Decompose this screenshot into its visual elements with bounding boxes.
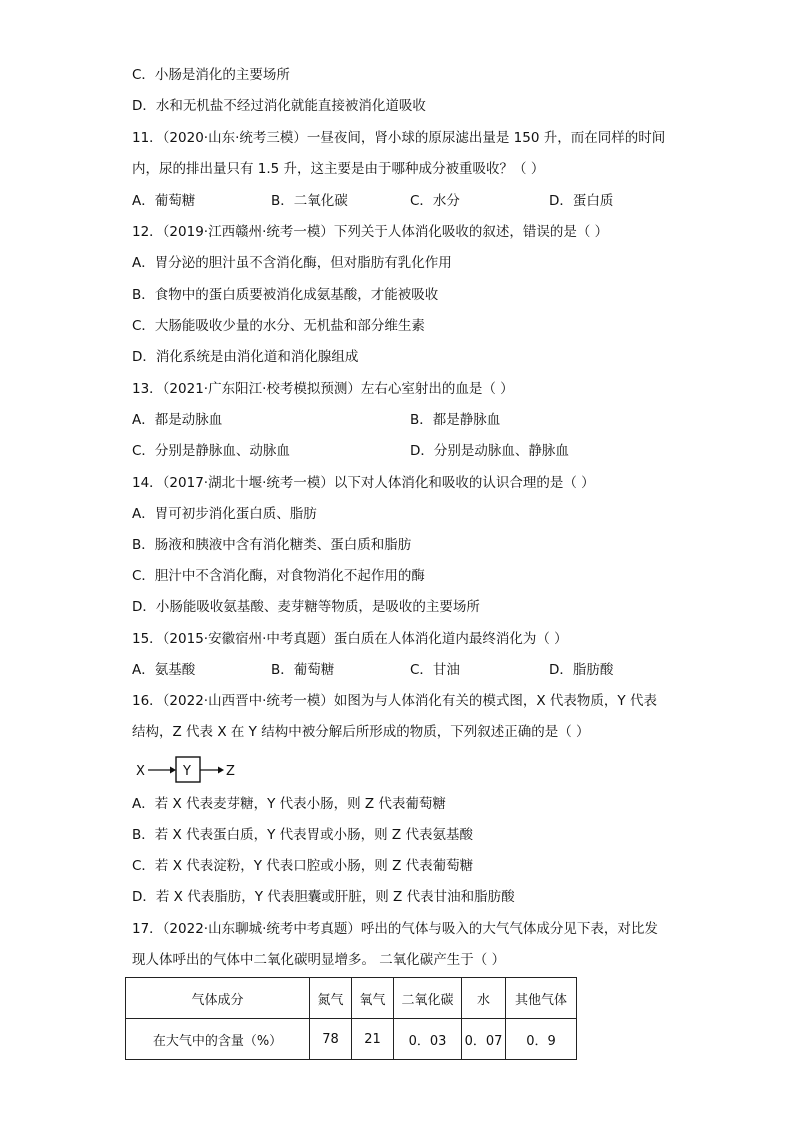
q17-stem-line1: 17．（2022·山东聊城·统考中考真题）呼出的气体与吸入的大气气体成分见下表，对比发 [132,921,658,937]
q16-option-c: C．若 X 代表淀粉，Y 代表口腔或小肠，则 Z 代表葡萄糖 [132,858,474,874]
q15-stem: 15．（2015·安徽宿州·中考真题）蛋白质在人体消化道内最终消化为（ ） [132,631,568,647]
diagram-x-label: X [136,764,145,779]
q15-option-a: A．氨基酸 [132,662,196,678]
table-cell: 0．9 [506,1019,577,1060]
q11-stem-line1: 11．（2020·山东·统考三模）一昼夜间，肾小球的原尿滤出量是 150 升，而在同样的时间 [132,130,666,146]
table-row [126,1019,577,1060]
q13-stem: 13．（2021·广东阳江·校考模拟预测）左右心室射出的血是（ ） [132,381,514,397]
diagram-z-label: Z [226,764,235,779]
q12-option-b: B．食物中的蛋白质要被消化成氨基酸，才能被吸收 [132,287,439,303]
q13-option-a: A．都是动脉血 [132,412,223,428]
q11-option-a: A．葡萄糖 [132,193,196,209]
q14-option-d: D．小肠能吸收氨基酸、麦芽糖等物质，是吸收的主要场所 [132,599,480,615]
q12-option-d: D．消化系统是由消化道和消化腺组成 [132,349,359,365]
q16-option-d: D．若 X 代表脂肪，Y 代表胆囊或肝脏，则 Z 代表甘油和脂肪酸 [132,889,515,905]
table-header-cell: 其他气体 [506,978,577,1019]
q16-stem-line1: 16．（2022·山西晋中·统考一模）如图为与人体消化有关的模式图，X 代表物质，Y 代表 [132,693,657,709]
table-cell: 0．07 [462,1019,506,1060]
gas-composition-table [125,977,577,1060]
q12-option-a: A．胃分泌的胆汁虽不含消化酶，但对脂肪有乳化作用 [132,255,452,271]
q11-stem-line2: 内，尿的排出量只有 1.5 升，这主要是由于哪种成分被重吸收？（ ） [132,161,545,177]
table-header-cell: 氮气 [310,978,352,1019]
table-header-row [126,978,577,1019]
table-header-cell: 气体成分 [126,978,310,1019]
q17-stem-line2: 现人体呼出的气体中二氧化碳明显增多。 二氧化碳产生于（ ） [132,952,506,968]
q11-option-d: D．蛋白质 [549,193,614,209]
q11-option-c: C．水分 [410,193,460,209]
q15-option-d: D．脂肪酸 [549,662,614,678]
arrowhead-x-to-y [170,767,176,774]
table-cell: 21 [352,1019,394,1060]
table-cell: 78 [310,1019,352,1060]
q16-stem-line2: 结构，Z 代表 X 在 Y 结构中被分解后所形成的物质，下列叙述正确的是（ ） [132,724,590,740]
q13-option-b: B．都是静脉血 [410,412,501,428]
q16-option-b: B．若 X 代表蛋白质，Y 代表胃或小肠，则 Z 代表氨基酸 [132,827,473,843]
q14-option-b: B．肠液和胰液中含有消化糖类、蛋白质和脂肪 [132,537,412,553]
q13-option-c: C．分别是静脉血、动脉血 [132,443,290,459]
option-c-text: C．小肠是消化的主要场所 [132,67,290,83]
q15-option-c: C．甘油 [410,662,460,678]
diagram-y-label: Y [183,764,191,779]
q14-option-a: A．胃可初步消化蛋白质、脂肪 [132,506,317,522]
q14-stem: 14．（2017·湖北十堰·统考一模）以下对人体消化和吸收的认识合理的是（ ） [132,475,595,491]
q15-option-b: B．葡萄糖 [271,662,335,678]
q12-option-c: C．大肠能吸收少量的水分、无机盐和部分维生素 [132,318,425,334]
table-cell: 在大气中的含量（%） [126,1019,310,1060]
table-header-cell: 氧气 [352,978,394,1019]
q11-option-b: B．二氧化碳 [271,193,348,209]
option-d-text: D．水和无机盐不经过消化就能直接被消化道吸收 [132,98,426,114]
table-header-cell: 二氧化碳 [394,978,462,1019]
xyz-flow-diagram [134,754,244,786]
q16-option-a: A．若 X 代表麦芽糖，Y 代表小肠，则 Z 代表葡萄糖 [132,796,446,812]
q14-option-c: C．胆汁中不含消化酶，对食物消化不起作用的酶 [132,568,425,584]
q13-option-d: D．分别是动脉血、静脉血 [410,443,569,459]
arrowhead-y-to-z [218,767,224,774]
q12-stem: 12．（2019·江西赣州·统考一模）下列关于人体消化吸收的叙述，错误的是（ ） [132,224,609,240]
table-cell: 0．03 [394,1019,462,1060]
table-header-cell: 水 [462,978,506,1019]
